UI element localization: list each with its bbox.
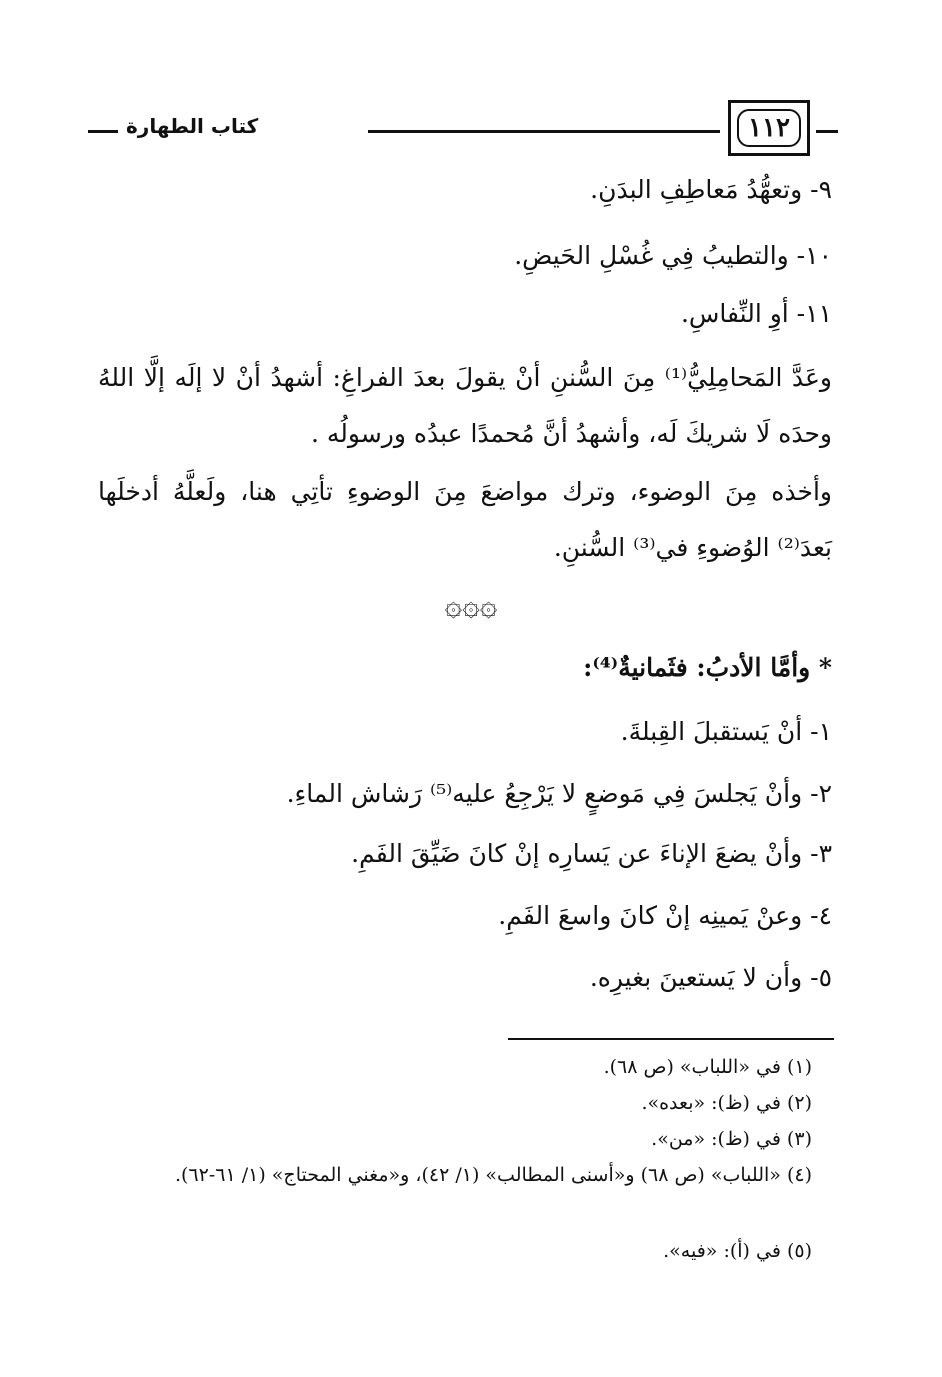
section-separator: ۞۞۞ bbox=[444, 588, 498, 623]
adab-heading: * وأمَّا الأدبُ: فثَمانيةٌ⁽⁴⁾: bbox=[583, 653, 832, 682]
footnote-4: (٤) «اللباب» (ص ٦٨) و«أسنى المطالب» (١/ ٤٢)، و«مغني المحتاج» (١/ ٦١-٦٢). bbox=[174, 1164, 812, 1186]
header-rule-middle bbox=[368, 130, 720, 133]
footnote-1: (١) في «اللباب» (ص ٦٨). bbox=[603, 1056, 812, 1078]
list-item-9: ٩- وتعهُّدُ مَعاطِفِ البدَنِ. bbox=[590, 175, 832, 204]
footnote-5: (٥) في (أ): «فيه». bbox=[663, 1240, 812, 1262]
footnote-2: (٢) في (ظ): «بعده». bbox=[641, 1092, 812, 1114]
page-number: ١١٢ bbox=[737, 109, 801, 147]
book-title: كتاب الطهارة bbox=[126, 114, 259, 138]
adab-item-4: ٤- وعنْ يَمينِه إنْ كانَ واسعَ الفَمِ. bbox=[498, 901, 832, 930]
adab-item-2: ٢- وأنْ يَجلسَ فِي مَوضعٍ لا يَرْجِعُ عليه⁽⁵⁾ رَشاش الماءِ. bbox=[286, 779, 832, 808]
header-rule-left bbox=[88, 130, 118, 133]
header-rule-right bbox=[816, 130, 838, 133]
page-header bbox=[88, 100, 838, 162]
adab-item-1: ١- أنْ يَستقبلَ القِبلةَ. bbox=[620, 717, 832, 746]
paragraph-wudu: وأخذه مِنَ الوضوء، وترك مواضعَ مِنَ الوضوءِ تأتِي هنا، ولَعلَّهُ أدخلَها بَعدَ⁽²⁾ الوُضوءِ في⁽³⁾ السُّننِ. bbox=[98, 477, 832, 562]
adab-item-5: ٥- وأن لا يَستعينَ بغيرِه. bbox=[589, 963, 832, 992]
footnote-3: (٣) في (ظ): «من». bbox=[651, 1128, 812, 1150]
footnote-divider bbox=[508, 1038, 834, 1040]
list-item-11: ١١- أوِ النِّفاسِ. bbox=[680, 299, 832, 328]
list-item-10: ١٠- والتطيبُ فِي غُسْلِ الحَيضِ. bbox=[514, 241, 832, 270]
paragraph-mahamili: وعَدَّ المَحامِلِيُّ⁽¹⁾ مِنَ السُّننِ أنْ يقولَ بعدَ الفراغِ: أشهدُ أنْ لا إلَه إلَّا اللهُ وحدَه لَا شريكَ لَه، وأشهدُ أنَّ مُحمدًا عبدُه ورسولُه . bbox=[98, 363, 832, 448]
page-number-frame bbox=[728, 100, 810, 156]
adab-item-3: ٣- وأنْ يضعَ الإناءَ عن يَسارِه إنْ كانَ ضَيِّقَ الفَمِ. bbox=[351, 839, 832, 868]
